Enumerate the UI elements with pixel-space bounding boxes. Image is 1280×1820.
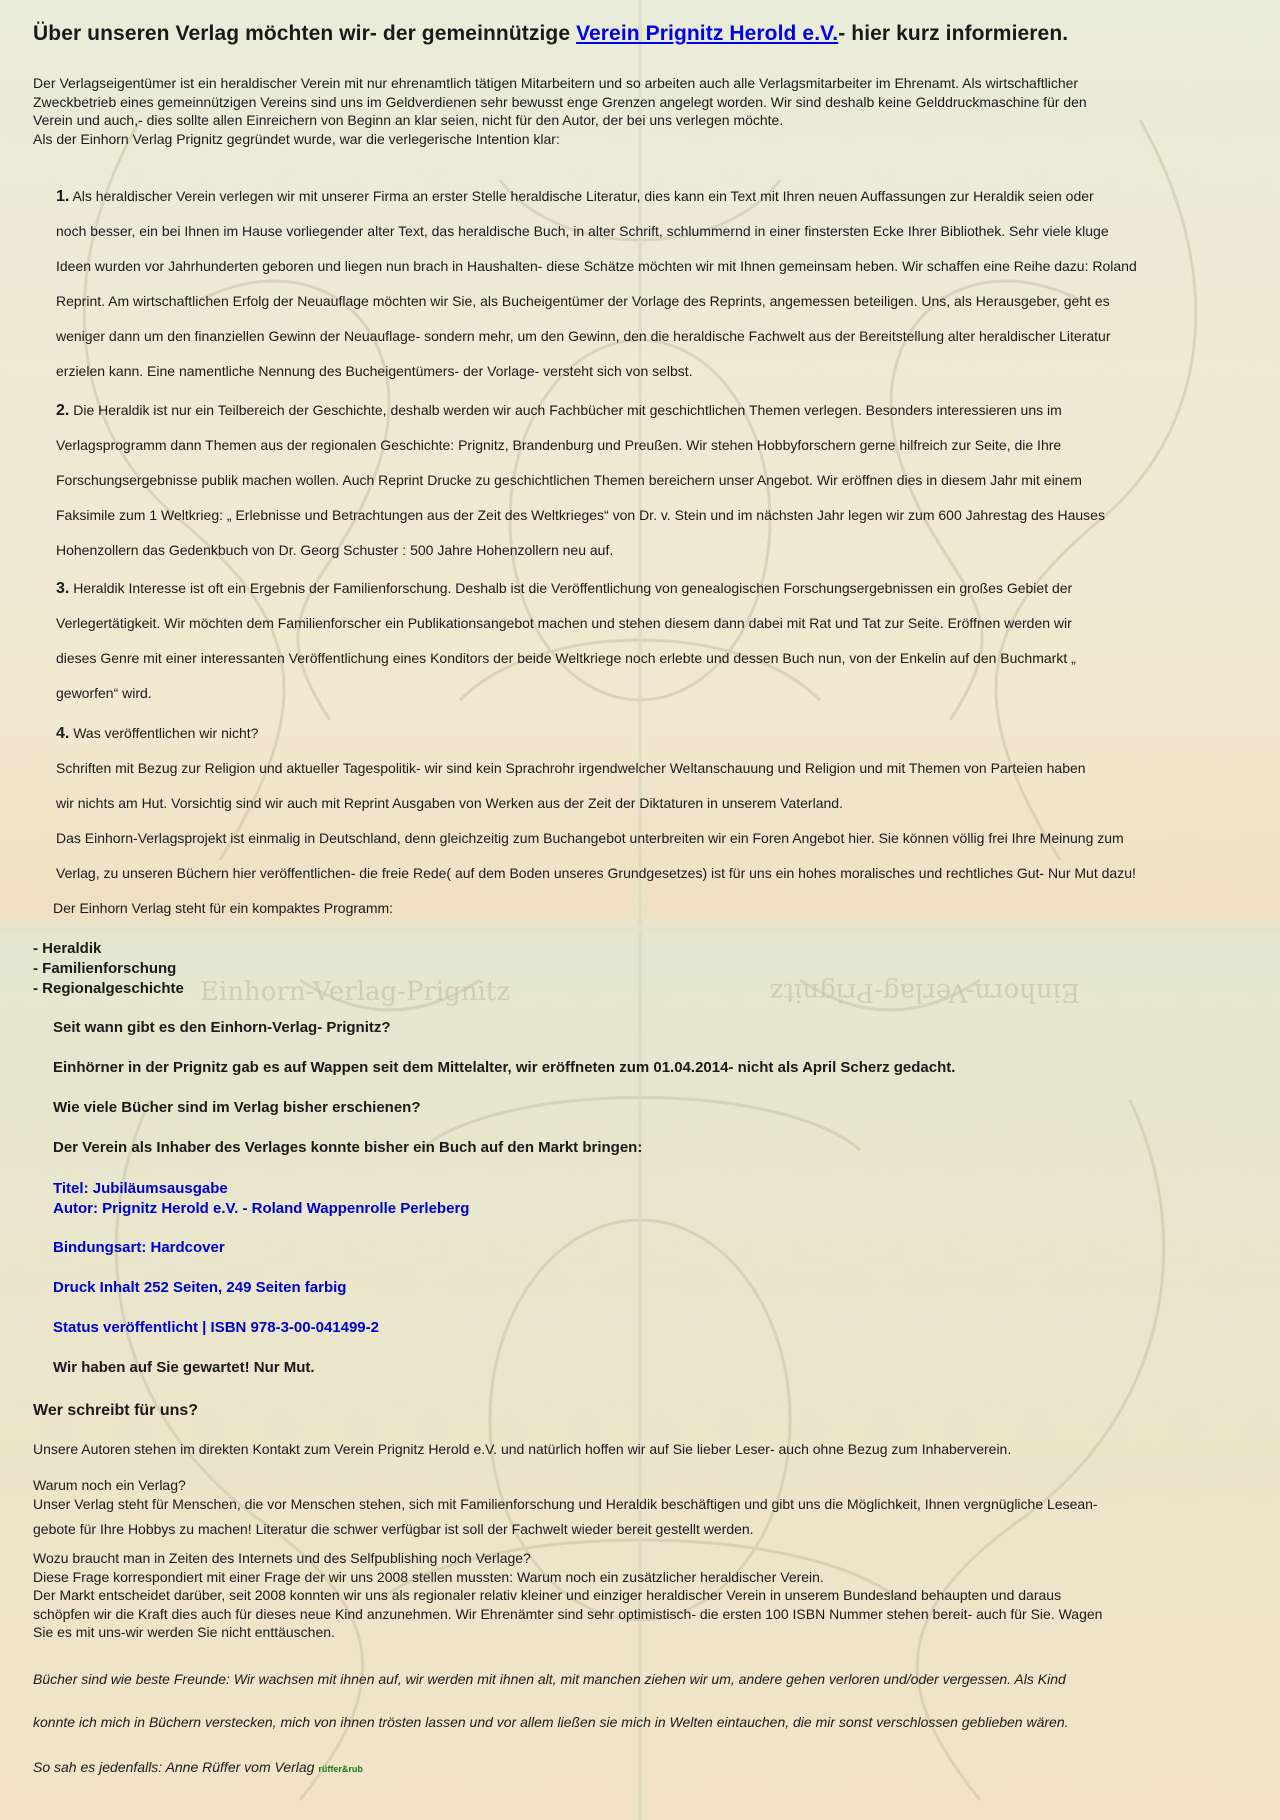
quote-attribution	[33, 1759, 363, 1775]
point-line: erzielen kann. Eine namentliche Nennung des Bucheigentümers- der Vorlage- versteht sich von selbst.	[56, 363, 693, 379]
point-line: weniger dann um den finanziellen Gewinn der Neuauflage- sondern mehr, um den Gewinn, den die heraldische Fachwelt aus der Bereitstellung alter heraldischer Literatur	[56, 328, 1111, 344]
point-line: Faksimile zum 1 Weltkrieg: „ Erlebnisse und Betrachtungen aus der Zeit des Weltkrieges“ von Dr. v. Stein und im nächsten Jahr legen wir zum 600 Jahrestag des Hauses	[56, 507, 1105, 523]
internet-line: Diese Frage korrespondiert mit einer Frage der wir uns 2008 stellen mussten: Warum noch ein zusätzlicher heraldischer Verein.	[33, 1568, 824, 1585]
book-status: Status veröffentlicht | ISBN 978-3-00-041499-2	[53, 1319, 379, 1336]
program-intro: Der Einhorn Verlag steht für ein kompaktes Programm:	[53, 900, 394, 916]
point-number: 4.	[56, 725, 70, 742]
intro-line: Verein und auch,- dies sollte allen Einreichern von Beginn an klar seien, nicht für den Autor, der bei uns verlegen möchte.	[33, 112, 784, 128]
who-heading: Wer schreibt für uns?	[33, 1402, 199, 1419]
quote-line: Bücher sind wie beste Freunde: Wir wachsen mit ihnen auf, wir werden mit ihnen alt, mit manchen ziehen wir um, andere gehen verloren und/oder vergessen. Als Kind	[33, 1671, 1066, 1687]
point-line: Schriften mit Bezug zur Religion und aktueller Tagespolitik- wir sind kein Sprachrohr irgendwelcher Weltanschauung und Religion und mit Themen von Parteien haben	[56, 760, 1086, 776]
book-print: Druck Inhalt 252 Seiten, 249 Seiten farbig	[53, 1279, 347, 1296]
verein-link[interactable]: Verein Prignitz Herold e.V.	[576, 22, 839, 45]
point-line: Forschungsergebnisse publik machen wollen. Auch Reprint Drucke zu geschichtlichen Themen bereichern unser Angebot. Wir eröffnen dies in diesem Jahr mit einem	[56, 472, 1082, 488]
point-line: Die Heraldik ist nur ein Teilbereich der Geschichte, deshalb werden wir auch Fachbücher mit geschichtlichen Themen verlegen. Besonders interessieren uns im	[73, 402, 1062, 418]
why-block	[33, 1476, 1098, 1514]
point-line: Heraldik Interesse ist oft ein Ergebnis der Familienforschung. Deshalb ist die Veröffentlichung von genealogischen Forschungsergebnissen ein großes Gebiet der	[73, 580, 1073, 596]
point-line: Als heraldischer Verein verlegen wir mit unserer Firma an erster Stelle heraldische Literatur, dies kann ein Text mit Ihren neuen Auffassungen zur Heraldik seien oder	[72, 188, 1094, 204]
point-line: Verlegertätigkeit. Wir möchten dem Familienforscher ein Publikationsangebot machen und stehen diesem dann dabei mit Rat und Tat zur Seite. Eröffnen werden wir	[56, 615, 1072, 631]
quote-author-text: So sah es jedenfalls: Anne Rüffer vom Verlag	[33, 1759, 319, 1775]
faq-answer-1: Einhörner in der Prignitz gab es auf Wappen seit dem Mittelalter, wir eröffneten zum 01.04.2014- nicht als April Scherz gedacht.	[53, 1059, 956, 1076]
point-number: 1.	[56, 188, 70, 205]
point-line: Das Einhorn-Verlagsprojekt ist einmalig in Deutschland, denn gleichzeitig zum Buchangebot unterbreiten wir ein Foren Angebot hier. Sie können völlig frei Ihre Meinung zum	[56, 830, 1124, 846]
program-list	[33, 939, 184, 999]
internet-line: Der Markt entscheidet darüber, seit 2008 konnten wir uns als regionaler relativ kleiner und einziger heraldischer Verein in unserem Bundesland behaupten und daraus	[33, 1587, 1062, 1603]
point-4	[56, 716, 1280, 891]
quote-line: konnte ich mich in Büchern verstecken, mich von ihnen trösten lassen und vor allem ließen sie mich in Welten eintauchen, die mir sonst verschlossen geblieben wären.	[33, 1714, 1069, 1730]
point-line: Reprint. Am wirtschaftlichen Erfolg der Neuauflage möchten wir Sie, als Bucheigentümer der Vorlage des Reprints, angemessen beteiligen. Uns, als Herausgeber, geht es	[56, 293, 1110, 309]
point-line: wir nichts am Hut. Vorsichtig sind wir auch mit Reprint Ausgaben von Werken aus der Zeit der Diktaturen in unserem Vaterland.	[56, 795, 843, 811]
why-answer-line: gebote für Ihre Hobbys zu machen! Literatur die schwer verfügbar ist soll der Fachwelt wieder bereit gestellt werden.	[33, 1521, 754, 1537]
page-heading	[33, 22, 1068, 46]
faq-question-1: Seit wann gibt es den Einhorn-Verlag- Prignitz?	[53, 1019, 391, 1036]
point-line: Was veröffentlichen wir nicht?	[73, 725, 259, 741]
point-1	[56, 179, 1280, 389]
who-text: Unsere Autoren stehen im direkten Kontakt zum Verein Prignitz Herold e.V. und natürlich hoffen wir auf Sie lieber Leser- auch ohne Bezug zum Inhaberverein.	[33, 1441, 1012, 1457]
book-binding: Bindungsart: Hardcover	[53, 1239, 225, 1256]
program-item: - Familienforschung	[33, 960, 177, 977]
point-number: 3.	[56, 580, 70, 597]
intro-line: Zweckbetrieb eines gemeinnützigen Vereins sind uns im Geldverdienen sehr bewusst enge Grenzen angelegt worden. Wir sind deshalb keine Gelddruckmaschine für den	[33, 93, 1087, 110]
faq-question-2: Wie viele Bücher sind im Verlag bisher erschienen?	[53, 1099, 421, 1116]
book-author: Autor: Prignitz Herold e.V. - Roland Wappenrolle Perleberg	[53, 1200, 470, 1217]
watermark-right: Einhorn-Verlag-Prignitz	[769, 977, 1080, 1007]
point-line: Verlagsprogramm dann Themen aus der regionalen Geschichte: Prignitz, Brandenburg und Preußen. Wir stehen Hobbyforschern gerne hilfreich zur Seite, die Ihre	[56, 437, 1062, 453]
internet-line: Wozu braucht man in Zeiten des Internets und des Selfpublishing noch Verlage?	[33, 1550, 531, 1566]
point-line: Ideen wurden vor Jahrhunderten geboren und liegen nun brach in Haushalten- diese Schätze möchten wir mit Ihnen gemeinsam heben. Wir schaffen eine Reihe dazu: Roland	[56, 258, 1137, 274]
intro-line: Der Verlagseigentümer ist ein heraldischer Verein mit nur ehrenamtlich tätigen Mitarbeitern und so arbeiten auch alle Verlagsmitarbeiter im Ehrenamt. Als wirtschaftlicher	[33, 75, 1079, 91]
waited-text: Wir haben auf Sie gewartet! Nur Mut.	[53, 1359, 315, 1376]
program-item: - Regionalgeschichte	[33, 980, 184, 997]
internet-line: Sie es mit uns-wir werden Sie nicht enttäuschen.	[33, 1624, 335, 1640]
book-title: Titel: Jubiläumsausgabe	[53, 1180, 228, 1197]
point-number: 2.	[56, 402, 70, 419]
heading-text-start: Über unseren Verlag möchten wir- der gemeinnützige	[33, 22, 577, 45]
ruffer-signature-logo: rüffer&rub	[318, 1764, 363, 1774]
point-line: Verlag, zu unseren Büchern hier veröffentlichen- die freie Rede( auf dem Boden unseres Grundgesetzes) ist für uns ein hohes moralisches und rechtliches Gut- Nur Mut dazu!	[56, 865, 1136, 881]
internet-line: schöpfen wir die Kraft dies auch für dieses neue Kind anzunehmen. Wir Ehrenämter sind sehr optimistisch- die ersten 100 ISBN Nummer stehen bereit- auch für Sie. Wagen	[33, 1605, 1103, 1622]
point-2	[56, 393, 1280, 568]
point-line: Hohenzollern das Gedenkbuch von Dr. Georg Schuster : 500 Jahre Hohenzollern neu auf.	[56, 542, 614, 558]
point-3	[56, 571, 1280, 711]
program-item: - Heraldik	[33, 940, 102, 957]
intro-paragraph	[33, 74, 1218, 148]
point-line: noch besser, ein bei Ihnen im Hause vorliegender alter Text, das heraldische Buch, in alter Schrift, schlummernd in einer finstersten Ecke Ihrer Bibliothek. Sehr viele kluge	[56, 223, 1109, 239]
why-question: Warum noch ein Verlag?	[33, 1477, 186, 1493]
why-answer-line: Unser Verlag steht für Menschen, die vor Menschen stehen, sich mit Familienforschung und Heraldik beschäftigen und gibt uns die Möglichkeit, Ihnen vergnügliche Lesean-	[33, 1496, 1098, 1512]
internet-block	[33, 1549, 1102, 1642]
intro-line: Als der Einhorn Verlag Prignitz gegründet wurde, war die verlegerische Intention klar:	[33, 130, 560, 147]
point-line: geworfen“ wird.	[56, 685, 152, 701]
faq-answer-2: Der Verein als Inhaber des Verlages konnte bisher ein Buch auf den Markt bringen:	[53, 1139, 643, 1156]
heading-text-end: - hier kurz informieren.	[838, 22, 1069, 45]
book-info	[53, 1179, 469, 1219]
watermark-left: Einhorn-Verlag-Prignitz	[200, 977, 511, 1007]
point-line: dieses Genre mit einer interessanten Veröffentlichung eines Konditors der beide Weltkriege noch erlebte und dessen Buch nun, von der Enkelin auf den Buchmarkt „	[56, 650, 1076, 666]
